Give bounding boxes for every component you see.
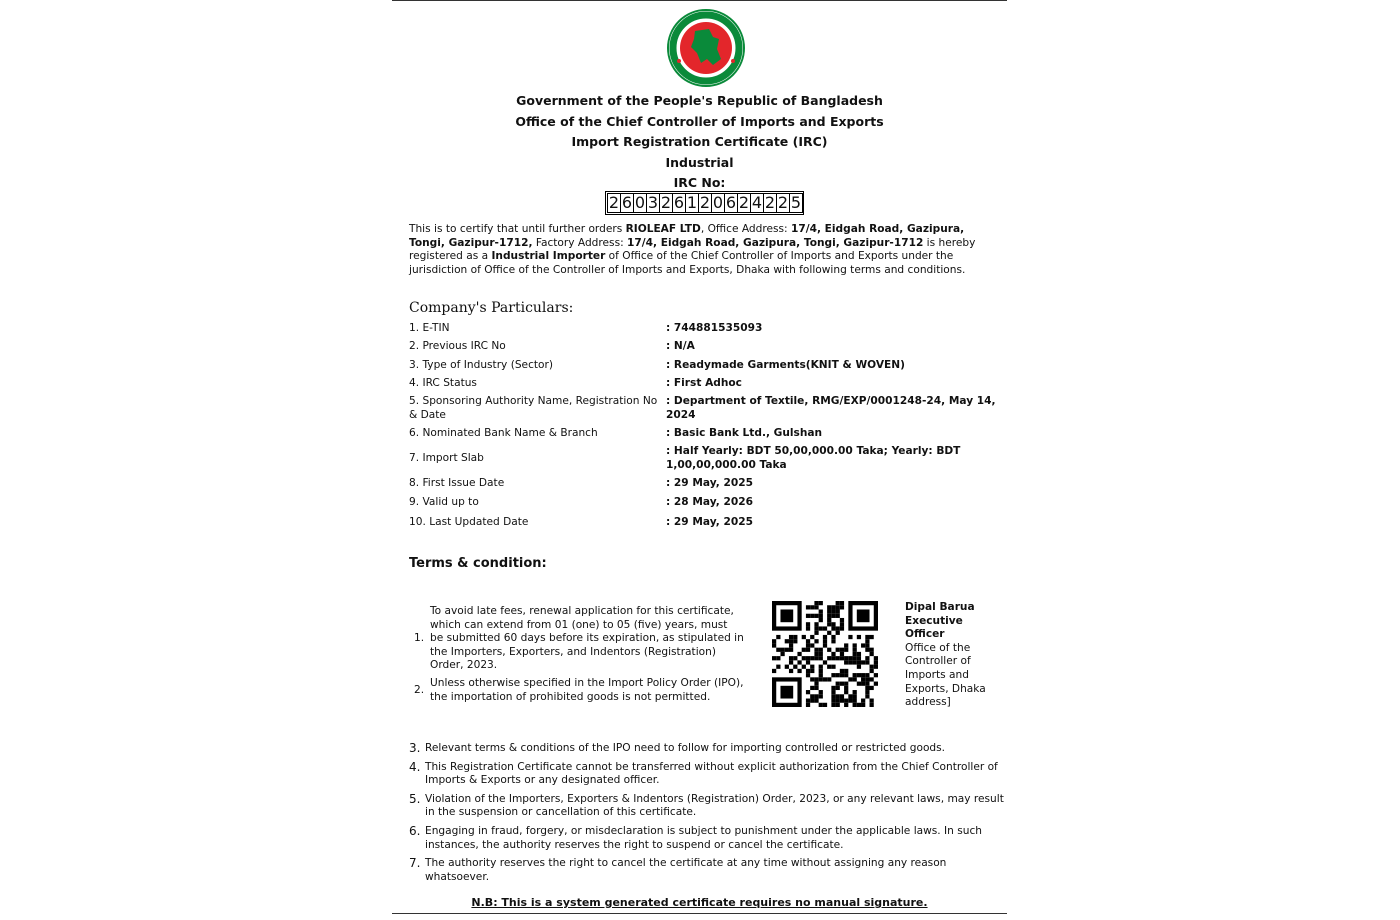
particular-label: 8. First Issue Date [409, 477, 505, 489]
particulars-title: Company's Particulars: [409, 300, 574, 316]
particular-row [409, 340, 999, 354]
term-item [409, 742, 1004, 756]
term-number: 7. [409, 856, 421, 871]
particular-row [409, 377, 999, 391]
particular-row [409, 395, 999, 422]
particular-label: 10. Last Updated Date [409, 516, 529, 528]
government-seal-logo [667, 9, 745, 87]
particular-label: 1. E-TIN [409, 322, 450, 334]
irc-digit: 2 [699, 193, 711, 212]
irc-digit: 2 [608, 193, 620, 212]
particular-row [409, 359, 999, 373]
term-item [409, 793, 1004, 820]
particular-row [409, 427, 999, 441]
irc-digit: 5 [790, 193, 802, 212]
certificate-title: Import Registration Certificate (IRC) [571, 134, 828, 149]
term-number: 6. [409, 823, 421, 838]
particular-value: : 29 May, 2025 [666, 516, 753, 528]
term-text: The authority reserves the right to cancel the certificate at any time without assigning any reason whatsoever. [425, 857, 947, 883]
header-line-1: Government of the People's Republic of Bangladesh [516, 93, 883, 108]
term-text: Violation of the Importers, Exporters & Indentors (Registration) Order, 2023, or any relevant laws, may result in the suspension or cancellation of this certificate. [425, 792, 1004, 819]
irc-digit: 4 [751, 193, 763, 212]
term-number: 4. [409, 759, 421, 774]
irc-label: IRC No: [673, 175, 726, 190]
irc-digit: 6 [725, 193, 737, 212]
irc-digit: 2 [738, 193, 750, 212]
particular-label: 5. Sponsoring Authority Name, Registration No & Date [409, 395, 658, 421]
irc-digit: 2 [764, 193, 776, 212]
header-line-2: Office of the Chief Controller of Imports and Exports [515, 114, 884, 129]
term-text: Relevant terms & conditions of the IPO need to follow for importing controlled or restricted goods. [425, 742, 946, 754]
irc-digit: 0 [634, 193, 646, 212]
term-item [414, 677, 744, 704]
irc-digit: 3 [647, 193, 659, 212]
term-number: 3. [409, 741, 421, 755]
term-text: Engaging in fraud, forgery, or misdeclaration is subject to punishment under the applicable laws. In such instances, the authority reserves the right to suspend or cancel the certificate. [425, 824, 983, 851]
particular-label: 9. Valid up to [409, 496, 479, 508]
particular-label: 6. Nominated Bank Name & Branch [409, 427, 598, 439]
certificate [392, 0, 1007, 914]
irc-digit: 2 [660, 193, 672, 212]
particular-label: 4. IRC Status [409, 377, 477, 389]
particular-value: : Department of Textile, RMG/EXP/0001248-24, May 14, 2024 [666, 395, 996, 421]
particular-row [409, 516, 999, 530]
term-text: This Registration Certificate cannot be transferred without explicit authorization from the Chief Controller of Imports & Exports or any designated officer. [425, 760, 998, 787]
certificate-category: Industrial [665, 155, 734, 170]
signatory-name: Dipal Barua [905, 601, 975, 613]
term-number: 5. [409, 791, 421, 806]
qr-code [772, 601, 878, 707]
particular-value: : N/A [666, 340, 695, 352]
particular-value: : 29 May, 2025 [666, 477, 753, 489]
footer-note: N.B: This is a system generated certificate requires no manual signature. [471, 896, 928, 909]
signatory-title: Executive Officer [905, 614, 963, 641]
particular-value: : Basic Bank Ltd., Gulshan [666, 427, 823, 439]
term-number: 2. [414, 683, 425, 696]
term-item [409, 825, 1004, 852]
irc-digit: 2 [777, 193, 789, 212]
particular-value: : Readymade Garments(KNIT & WOVEN) [666, 359, 906, 371]
particular-value: : Half Yearly: BDT 50,00,000.00 Taka; Yearly: BDT 1,00,00,000.00 Taka [666, 445, 961, 471]
particular-value: : 744881535093 [666, 322, 763, 334]
irc-number [605, 191, 804, 215]
intro-paragraph: This is to certify that until further orders RIOLEAF LTD, Office Address: 17/4, Eidgah Road, Gazipura, Tongi, Gazipur-1712, Factory Address: 17/4, Eidgah Road, Gazipura, Tongi, Gazipur-1712 is hereby registered as a Industrial Importer of Office of the Chief Controller of Imports and Exports under the jurisdiction of Office of the Controller of Imports and Exports, Dhaka with following terms and conditions. [409, 223, 976, 276]
signatory-office: Office of the Controller of Imports and Exports, Dhaka address] [905, 641, 986, 709]
term-text: To avoid late fees, renewal application for this certificate, which can extend from 01 (one) to 05 (five) years, must be submitted 60 days before its expiration, as stipulated in the Importers, Exporters, and Indentors (Registration) Order, 2023. [430, 605, 744, 672]
particular-value: : 28 May, 2026 [666, 496, 753, 508]
irc-digit: 1 [686, 193, 698, 212]
particular-row [409, 496, 999, 510]
particular-row [409, 322, 999, 336]
term-item [414, 605, 744, 673]
particular-value: : First Adhoc [666, 377, 742, 389]
irc-digit: 6 [621, 193, 633, 212]
irc-digit: 6 [673, 193, 685, 212]
term-number: 1. [414, 632, 425, 645]
particular-label: 2. Previous IRC No [409, 340, 506, 352]
particular-label: 7. Import Slab [409, 451, 484, 464]
particular-row [409, 477, 999, 491]
term-item [409, 857, 1004, 884]
terms-title: Terms & condition: [409, 556, 547, 571]
term-item [409, 761, 1004, 788]
signatory [905, 601, 1000, 710]
irc-digit: 0 [712, 193, 724, 212]
particular-label: 3. Type of Industry (Sector) [409, 359, 554, 371]
term-text: Unless otherwise specified in the Import Policy Order (IPO), the importation of prohibited goods is not permitted. [430, 676, 744, 703]
particular-row [409, 445, 999, 472]
